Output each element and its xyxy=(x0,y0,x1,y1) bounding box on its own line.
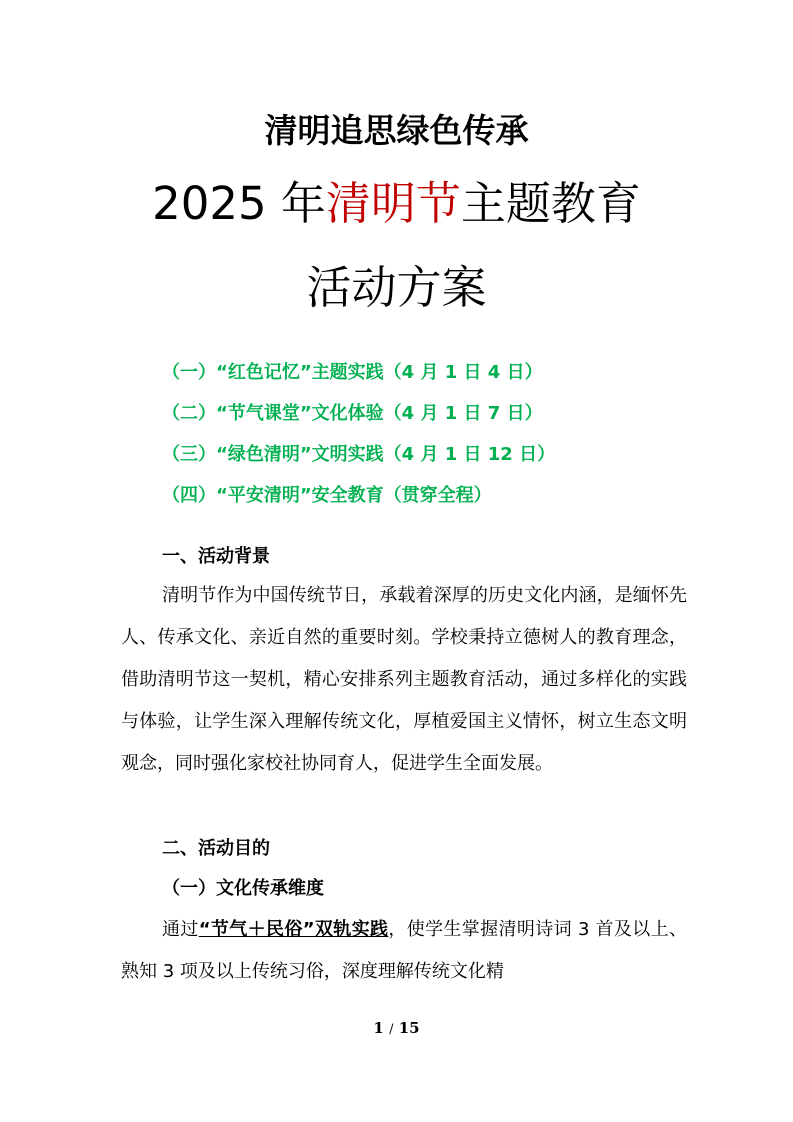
toc-item: （四）“平安清明”安全教育（贯穿全程） xyxy=(162,485,492,506)
background-paragraph: 清明节作为中国传统节日，承载着深厚的历史文化内涵，是缅怀先人、传承文化、亲近自然的重要时刻。学校秉持立德树人的教育理念，借助清明节这一契机，精心安排系列主题教育活动，通过多样化的实践与体验，让学生深入理解传统文化，厚植爱国主义情怀，树立生态文明观念，同时强化家校社协同育人，促进学生全面发展。 xyxy=(121,585,687,774)
goal-text-suffix: ，使学生掌握清明诗词 3 首及以上、熟知 3 项及以上传统习俗，深度理解传统文化精 xyxy=(121,919,687,982)
subsection-heading-culture: （一）文化传承维度 xyxy=(162,878,324,899)
toc-item: （二）“节气课堂”文化体验（4 月 1 日 7 日） xyxy=(162,403,543,424)
title-main-suffix: 主题教育 xyxy=(460,177,641,230)
goal-paragraph xyxy=(121,909,687,993)
page-number xyxy=(0,1019,793,1037)
page-separator: / xyxy=(389,1022,394,1037)
document-title-top: 清明追思绿色传承 xyxy=(264,111,529,150)
goal-text-emphasis: “节气＋民俗”双轨实践 xyxy=(198,919,389,940)
title-main-highlight: 清明节 xyxy=(325,177,461,230)
title-main-prefix: 2025 年 xyxy=(152,177,326,230)
table-of-contents xyxy=(162,352,722,516)
document-title-sub: 活动方案 xyxy=(306,261,487,314)
section-heading-goal: 二、活动目的 xyxy=(162,838,270,859)
page-current: 1 xyxy=(373,1019,384,1037)
section-heading-background: 一、活动背景 xyxy=(162,546,270,567)
page-total: 15 xyxy=(398,1019,420,1037)
toc-item: （一）“红色记忆”主题实践（4 月 1 日 4 日） xyxy=(162,362,543,383)
document-title-main xyxy=(0,174,793,234)
toc-item: （三）“绿色清明”文明实践（4 月 1 日 12 日） xyxy=(162,444,556,465)
goal-text-prefix: 通过 xyxy=(162,919,199,940)
